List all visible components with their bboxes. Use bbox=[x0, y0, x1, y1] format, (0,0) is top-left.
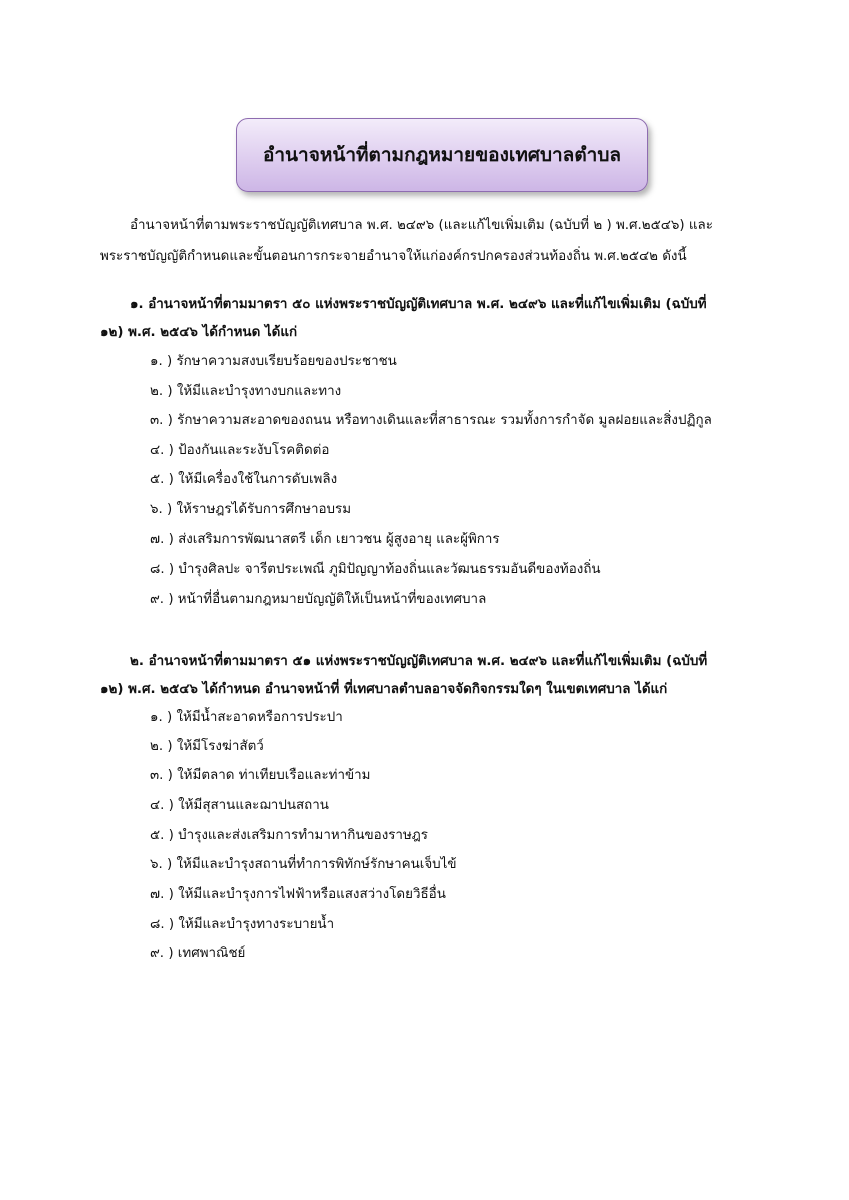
section-1-item: ๗. ) ส่งเสริมการพัฒนาสตรี เด็ก เยาวชน ผู้สูงอายุ และผู้พิการ bbox=[150, 532, 500, 547]
section-2-item: ๖. ) ให้มีและบำรุงสถานที่ทำการพิทักษ์รักษาคนเจ็บไข้ bbox=[150, 857, 457, 872]
section-1-item: ๓. ) รักษาความสะอาดของถนน หรือทางเดินและที่สาธารณะ รวมทั้งการกำจัด มูลฝอยและสิ่งปฏิกูล bbox=[150, 413, 712, 428]
section-2-item: ๓. ) ให้มีตลาด ท่าเทียบเรือและท่าข้าม bbox=[150, 768, 371, 783]
section-2-item: ๙. ) เทศพาณิชย์ bbox=[150, 946, 246, 961]
section-1-item: ๙. ) หน้าที่อื่นตามกฎหมายบัญญัติให้เป็นหน้าที่ของเทศบาล bbox=[150, 592, 487, 607]
section-1-item: ๑. ) รักษาความสงบเรียบร้อยของประชาชน bbox=[150, 354, 397, 369]
intro-line-2: พระราชบัญญัติกำหนดและขั้นตอนการกระจายอำนาจให้แก่องค์กรปกครองส่วนท้องถิ่น พ.ศ.๒๕๔๒ ดังนี้ bbox=[100, 249, 687, 264]
section-2-item: ๕. ) บำรุงและส่งเสริมการทำมาหากินของราษฎร bbox=[150, 828, 428, 843]
section-2-heading-line-2: ๑๒) พ.ศ. ๒๕๔๖ ได้กำหนด อำนาจหน้าที่ ที่เทศบาลตำบลอาจจัดกิจกรรมใดๆ ในเขตเทศบาล ได้แก่ bbox=[100, 682, 668, 697]
section-1-item: ๘. ) บำรุงศิลปะ จารีตประเพณี ภูมิปัญญาท้องถิ่นและวัฒนธรรมอันดีของท้องถิ่น bbox=[150, 562, 601, 577]
section-1-item: ๕. ) ให้มีเครื่องใช้ในการดับเพลิง bbox=[150, 472, 338, 487]
section-1-item: ๔. ) ป้องกันและระงับโรคติดต่อ bbox=[150, 443, 330, 458]
intro-line-1: อำนาจหน้าที่ตามพระราชบัญญัติเทศบาล พ.ศ. ๒๔๙๖ (และแก้ไขเพิ่มเติม (ฉบับที่ ๒ ) พ.ศ.๒๕๔๖) และ bbox=[130, 218, 713, 233]
section-2-heading-line-1: ๒. อำนาจหน้าที่ตามมาตรา ๕๑ แห่งพระราชบัญญัติเทศบาล พ.ศ. ๒๔๙๖ และที่แก้ไขเพิ่มเติม (ฉบับที่ bbox=[130, 654, 708, 669]
section-2-item: ๔. ) ให้มีสุสานและฌาปนสถาน bbox=[150, 798, 329, 813]
section-1-item: ๒. ) ให้มีและบำรุงทางบกและทาง bbox=[150, 384, 342, 399]
section-2-item: ๑. ) ให้มีน้ำสะอาดหรือการประปา bbox=[150, 710, 343, 725]
section-2-item: ๒. ) ให้มีโรงฆ่าสัตว์ bbox=[150, 739, 264, 754]
section-2-item: ๗. ) ให้มีและบำรุงการไฟฟ้าหรือแสงสว่างโดยวิธีอื่น bbox=[150, 887, 446, 902]
title-banner bbox=[236, 118, 648, 192]
section-1-heading-line-2: ๑๒) พ.ศ. ๒๕๔๖ ได้กำหนด ได้แก่ bbox=[100, 325, 298, 340]
section-1-item: ๖. ) ให้ราษฎรได้รับการศึกษาอบรม bbox=[150, 502, 352, 517]
section-2-item: ๘. ) ให้มีและบำรุงทางระบายน้ำ bbox=[150, 917, 335, 932]
section-1-heading-line-1: ๑. อำนาจหน้าที่ตามมาตรา ๕๐ แห่งพระราชบัญญัติเทศบาล พ.ศ. ๒๔๙๖ และที่แก้ไขเพิ่มเติม (ฉบับที่ bbox=[130, 297, 707, 312]
page-title: อำนาจหน้าที่ตามกฎหมายของเทศบาลตำบล bbox=[262, 144, 622, 166]
